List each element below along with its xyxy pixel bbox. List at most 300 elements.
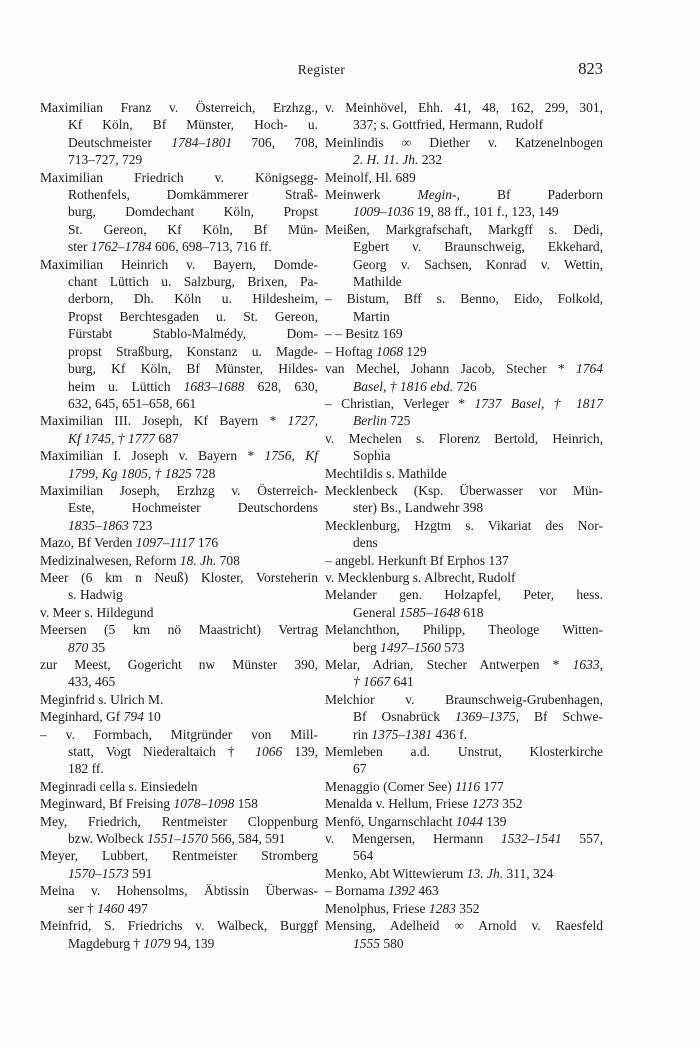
entry-line <box>40 760 318 777</box>
index-entry <box>325 465 603 482</box>
text-segment: 726 <box>453 378 477 394</box>
italic-text: 1764 <box>576 361 603 377</box>
italic-text: 1799, Kg 1805, † 1825 <box>68 465 192 481</box>
text-segment: , Bf Schwe- <box>515 709 603 725</box>
text-segment: Medizinalwesen, Reform <box>40 552 180 568</box>
text-segment: Melander gen. Holzapfel, Peter, hess. <box>325 587 603 603</box>
text-segment: ster <box>68 239 91 255</box>
entry-line <box>325 900 603 917</box>
text-segment: 632, 645, 651–658, 661 <box>68 395 197 411</box>
entry-line <box>40 517 318 534</box>
text-segment: Maximilian Franz v. Österreich, Erzhzg., <box>40 100 318 115</box>
text-segment: 436 f. <box>432 726 467 742</box>
text-segment: 606, 698–713, 716 ff. <box>151 239 272 255</box>
text-segment: bzw. Wolbeck <box>68 831 148 847</box>
entry-line <box>325 203 603 220</box>
entry-line <box>325 325 603 342</box>
italic-text: 1570–1573 <box>68 865 129 881</box>
text-segment: Menaggio (Comer See) <box>325 778 456 794</box>
entry-line <box>325 395 603 412</box>
entry-line <box>40 534 318 551</box>
entry-line <box>325 865 603 882</box>
index-entry <box>325 186 603 221</box>
text-segment: burg, Domdechant Köln, Propst <box>68 204 318 220</box>
text-segment: 176 <box>194 535 219 551</box>
index-entry <box>40 99 318 169</box>
text-segment: Meinwerk <box>325 187 418 203</box>
text-segment: 94, 139 <box>170 935 215 951</box>
text-segment: Meinfrid, S. Friedrichs v. Walbeck, Burggf <box>40 918 318 934</box>
italic-text: 1283 <box>428 900 456 916</box>
entry-line <box>325 308 603 325</box>
index-entry <box>325 743 603 778</box>
text-segment: 19, 88 ff., 101 f., 123, 149 <box>413 204 559 220</box>
text-segment: 352 <box>455 900 480 916</box>
entry-line <box>325 778 603 795</box>
entry-line <box>40 726 318 743</box>
index-entry <box>325 99 603 134</box>
entry-line <box>325 134 603 151</box>
entry-line <box>40 900 318 917</box>
italic-text: Basel, † 1816 ebd. <box>353 378 454 394</box>
italic-text: 1078–1098 <box>173 796 235 812</box>
index-entry <box>40 882 318 917</box>
entry-line <box>40 273 318 290</box>
text-segment: – angebl. Herkunft Bf Erphos 137 <box>325 552 509 568</box>
entry-line <box>40 673 318 690</box>
text-segment: Deutschmeister <box>68 134 172 150</box>
text-segment: Propst Berchtesgaden u. St. Gereon, <box>68 308 318 324</box>
text-segment: Egbert v. Braunschweig, Ekkehard, <box>353 239 603 255</box>
italic-text: 1585–1648 <box>399 604 460 620</box>
index-entry <box>40 917 318 952</box>
index-entry <box>40 604 318 621</box>
text-segment: berg <box>353 639 381 655</box>
italic-text: Kf 1745, † 1777 <box>68 430 156 446</box>
italic-text: 1116 <box>455 778 481 794</box>
text-segment: Meißen, Markgrafschaft, Markgff s. Dedi, <box>325 221 603 237</box>
text-segment: v. Meinhövel, Ehh. 41, 48, 162, 299, 301, <box>325 100 603 115</box>
text-segment: 557, <box>561 831 603 847</box>
text-segment: Magdeburg † <box>68 935 144 951</box>
index-entry <box>40 256 318 413</box>
entry-line <box>40 795 318 812</box>
text-segment: Maximilian Joseph, Erzhzg v. Österreich- <box>40 482 318 498</box>
text-segment: Martin <box>353 308 390 324</box>
index-entry <box>40 482 318 534</box>
page-header <box>40 60 603 80</box>
entry-line <box>325 256 603 273</box>
italic-text: 1375–1381 <box>371 726 433 742</box>
entry-line <box>325 639 603 656</box>
index-entry <box>325 621 603 656</box>
text-segment: rin <box>353 726 372 742</box>
text-segment: 728 <box>191 465 216 481</box>
italic-text: 1392 <box>388 883 415 899</box>
running-head: Register <box>297 62 346 77</box>
text-segment: v. Mechelen s. Florenz Bertold, Heinrich, <box>325 430 603 446</box>
italic-text: 1555 <box>353 935 380 951</box>
text-segment: Bf Osnabrück <box>353 709 455 725</box>
text-segment: 232 <box>418 152 442 168</box>
index-entry <box>40 621 318 656</box>
text-segment: 641 <box>390 674 414 690</box>
italic-text: 18. Jh. <box>179 552 217 568</box>
entry-line <box>40 360 318 377</box>
text-segment: Memleben a.d. Unstrut, Klosterkirche <box>325 744 603 760</box>
text-segment: Meginfrid s. Ulrich M. <box>40 691 164 707</box>
entry-line <box>325 169 603 186</box>
entry-line <box>325 116 603 133</box>
index-entry <box>40 169 318 256</box>
text-segment: Melar, Adrian, Stecher Antwerpen * <box>325 657 573 672</box>
text-segment: 177 <box>480 778 504 794</box>
index-entry <box>40 708 318 725</box>
text-segment: dens <box>353 535 378 551</box>
entry-line <box>325 917 603 934</box>
entry-line <box>40 865 318 882</box>
text-segment: 352 <box>498 796 523 812</box>
text-segment: v. Meer s. Hildegund <box>40 604 154 620</box>
index-entry <box>40 534 318 551</box>
index-entry <box>325 482 603 517</box>
text-segment: Melanchthon, Philipp, Theologe Witten- <box>325 622 603 638</box>
text-segment: – Bistum, Bff s. Benno, Eido, Folkold, <box>325 291 603 307</box>
text-segment: Este, Hochmeister Deutschordens <box>68 500 318 516</box>
entry-line <box>40 743 318 760</box>
index-entry <box>40 656 318 691</box>
italic-text: 1551–1570 <box>147 831 208 847</box>
entry-line <box>40 256 318 273</box>
text-segment: 723 <box>128 517 153 533</box>
text-segment: Sophia <box>353 448 391 464</box>
entry-line <box>325 430 603 447</box>
text-segment: 139 <box>482 813 507 829</box>
text-segment: statt, Vogt Niederaltaich † <box>68 744 256 760</box>
text-segment: 139, <box>282 744 318 760</box>
text-segment: Meersen (5 km nö Maastricht) Vertrag <box>40 622 318 638</box>
entry-line <box>325 673 603 690</box>
italic-text: 1737 Basel, † 1817 <box>474 395 603 411</box>
index-entry <box>40 795 318 812</box>
index-entry <box>325 430 603 465</box>
entry-line <box>325 343 603 360</box>
italic-text: 2. H. 11. Jh. <box>353 152 419 168</box>
italic-text: 13. Jh. <box>466 865 504 881</box>
index-entry <box>325 343 603 360</box>
index-entry <box>40 847 318 882</box>
italic-text: † 1667 <box>353 674 391 690</box>
text-segment: Mazo, Bf Verden <box>40 535 136 551</box>
text-segment: 10 <box>143 709 161 725</box>
text-segment: 591 <box>128 865 153 881</box>
entry-line <box>40 412 318 429</box>
text-segment: Mey, Friedrich, Rentmeister Cloppenburg <box>40 813 318 829</box>
entry-line <box>40 482 318 499</box>
text-segment: – Christian, Verleger * <box>325 395 475 411</box>
entry-line <box>325 482 603 499</box>
entry-line <box>325 621 603 638</box>
index-entry <box>325 865 603 882</box>
page-number: 823 <box>578 59 603 78</box>
italic-text: 1068 <box>376 343 403 359</box>
index-column-right <box>325 99 603 952</box>
text-segment: Mecklenburg, Hzgtm s. Vikariat des Nor- <box>325 517 603 533</box>
entry-line <box>40 847 318 864</box>
entry-line <box>40 378 318 395</box>
entry-line <box>40 395 318 412</box>
text-segment: Mechtildis s. Mathilde <box>325 465 447 481</box>
text-segment: 725 <box>386 413 411 429</box>
entry-line <box>325 552 603 569</box>
text-segment: Meginhard, Gf <box>40 709 124 725</box>
entry-line <box>325 935 603 952</box>
text-segment: St. Gereon, Kf Köln, Bf Mün- <box>68 221 318 237</box>
italic-text: 1369–1375 <box>454 709 516 725</box>
entry-line <box>325 517 603 534</box>
text-segment: Menalda v. Hellum, Friese <box>325 796 472 812</box>
entry-line <box>325 186 603 203</box>
entry-line <box>325 882 603 899</box>
entry-line <box>40 552 318 569</box>
entry-line <box>40 882 318 899</box>
entry-line <box>40 430 318 447</box>
text-segment: Maximilian III. Joseph, Kf Bayern * <box>40 413 288 429</box>
text-segment: ser † <box>68 900 98 916</box>
entry-line <box>325 726 603 743</box>
text-segment: 708 <box>216 552 240 568</box>
text-segment: Menolphus, Friese <box>325 900 429 916</box>
index-entry <box>40 569 318 604</box>
entry-line <box>325 847 603 864</box>
italic-text: 1044 <box>455 813 483 829</box>
entry-line <box>325 378 603 395</box>
text-segment: Mathilde <box>353 274 402 290</box>
entry-line <box>40 447 318 464</box>
entry-line <box>325 465 603 482</box>
entry-line <box>325 795 603 812</box>
text-segment: Meinolf, Hl. 689 <box>325 169 416 185</box>
entry-line <box>40 708 318 725</box>
entry-line <box>40 134 318 151</box>
index-entry <box>325 325 603 342</box>
text-segment: propst Straßburg, Konstanz u. Magde- <box>68 343 318 359</box>
text-segment: Meina v. Hohensolms, Äbtissin Überwas- <box>40 883 318 899</box>
entry-line <box>40 917 318 934</box>
index-entry <box>325 586 603 621</box>
index-entry <box>325 221 603 291</box>
entry-line <box>325 273 603 290</box>
entry-line <box>325 221 603 238</box>
text-segment: v. Mecklenburg s. Albrecht, Rudolf <box>325 569 516 585</box>
italic-text: 1756, Kf <box>264 448 319 464</box>
entry-line <box>40 586 318 603</box>
entry-line <box>40 343 318 360</box>
index-entry <box>325 830 603 865</box>
italic-text: Megin- <box>417 187 457 203</box>
entry-line <box>40 499 318 516</box>
text-segment: Mecklenbeck (Ksp. Überwasser vor Mün- <box>325 482 603 498</box>
text-segment: 129 <box>403 343 427 359</box>
text-segment: Georg v. Sachsen, Konrad v. Wettin, <box>353 256 603 272</box>
entry-line <box>325 99 603 116</box>
text-segment: – – Besitz 169 <box>325 326 403 342</box>
italic-text: 1727, <box>287 413 318 429</box>
text-segment: 311, 324 <box>503 865 554 881</box>
entry-line <box>40 99 318 116</box>
text-segment: 182 ff. <box>68 761 104 777</box>
text-segment: 463 <box>415 883 439 899</box>
italic-text: Berlin <box>353 413 387 429</box>
text-segment: chant Lüttich u. Salzburg, Brixen, Pa- <box>68 274 318 290</box>
text-segment: van Mechel, Johann Jacob, Stecher * <box>325 361 576 377</box>
index-entry <box>325 552 603 569</box>
entry-line <box>325 534 603 551</box>
index-entry <box>325 569 603 586</box>
index-entry <box>40 813 318 848</box>
index-entry <box>325 360 603 395</box>
index-entry <box>40 778 318 795</box>
entry-line <box>325 813 603 830</box>
text-segment: 433, 465 <box>68 674 116 690</box>
index-entry <box>325 517 603 552</box>
italic-text: 1273 <box>471 796 499 812</box>
text-segment: Melchior v. Braunschweig-Grubenhagen, <box>325 691 603 707</box>
entry-line <box>325 569 603 586</box>
entry-line <box>40 151 318 168</box>
text-segment: v. Mengersen, Hermann <box>325 831 501 847</box>
entry-line <box>325 290 603 307</box>
index-entry <box>325 795 603 812</box>
text-segment: – Hoftag <box>325 343 376 359</box>
entry-line <box>40 813 318 830</box>
text-segment: 573 <box>440 639 465 655</box>
text-segment: derborn, Dh. Köln u. Hildesheim, <box>68 291 318 307</box>
text-segment: – v. Formbach, Mitgründer von Mill- <box>40 726 318 742</box>
italic-text: 1497–1560 <box>380 639 441 655</box>
text-segment: 566, 584, 591 <box>207 831 286 847</box>
text-segment: 35 <box>88 639 106 655</box>
entry-line <box>40 308 318 325</box>
entry-line <box>40 325 318 342</box>
entry-line <box>40 935 318 952</box>
text-segment: ster) Bs., Landwehr 398 <box>353 500 484 516</box>
entry-line <box>40 604 318 621</box>
entry-line <box>325 604 603 621</box>
text-segment: heim u. Lüttich <box>68 378 184 394</box>
index-entry <box>40 552 318 569</box>
entry-line <box>325 412 603 429</box>
text-segment: Kf Köln, Bf Münster, Hoch- u. <box>68 117 318 133</box>
italic-text: 1762–1784 <box>90 239 152 255</box>
text-segment: Meginradi cella s. Einsiedeln <box>40 778 198 794</box>
entry-line <box>40 830 318 847</box>
entry-line <box>325 708 603 725</box>
text-segment: 337; s. Gottfried, Hermann, Rudolf <box>353 117 544 133</box>
italic-text: 1683–1688 <box>183 378 245 394</box>
text-segment: Maximilian Friedrich v. Königsegg- <box>40 169 318 185</box>
entry-line <box>40 221 318 238</box>
text-segment: 687 <box>155 430 179 446</box>
entry-line <box>40 203 318 220</box>
entry-line <box>40 465 318 482</box>
text-segment: s. Hadwig <box>68 587 123 603</box>
italic-text: 1079 <box>143 935 171 951</box>
text-segment: 628, 630, <box>244 378 319 394</box>
entry-line <box>325 499 603 516</box>
text-segment: Fürstabt Stablo-Malmédy, Dom- <box>68 326 318 342</box>
text-segment: zur Meest, Gogericht nw Münster 390, <box>40 657 318 672</box>
text-segment: Meinlindis ∞ Diether v. Katzenelnbogen <box>325 134 603 150</box>
index-entry <box>325 813 603 830</box>
italic-text: 794 <box>123 709 144 725</box>
text-segment: – Bornama <box>325 883 388 899</box>
entry-line <box>40 569 318 586</box>
entry-line <box>40 186 318 203</box>
text-segment: 564 <box>353 848 374 864</box>
entry-line <box>325 691 603 708</box>
entry-line <box>325 656 603 673</box>
index-entry <box>325 917 603 952</box>
entry-line <box>325 151 603 168</box>
italic-text: 1460 <box>97 900 125 916</box>
entry-line <box>325 830 603 847</box>
text-segment: General <box>353 604 400 620</box>
entry-line <box>325 586 603 603</box>
text-segment: 580 <box>380 935 404 951</box>
italic-text: 1009–1036 <box>353 204 414 220</box>
index-entry <box>325 656 603 691</box>
index-entry <box>325 395 603 430</box>
entry-line <box>40 290 318 307</box>
index-entry <box>325 778 603 795</box>
index-entry <box>40 726 318 778</box>
entry-line <box>40 621 318 638</box>
entry-line <box>40 691 318 708</box>
italic-text: 1097–1117 <box>135 535 195 551</box>
index-entry <box>325 169 603 186</box>
entry-line <box>325 238 603 255</box>
index-entry <box>325 691 603 743</box>
text-segment: 713–727, 729 <box>68 152 143 168</box>
text-segment: Maximilian Heinrich v. Bayern, Domde- <box>40 256 318 272</box>
index-entry <box>325 882 603 899</box>
entry-line <box>325 760 603 777</box>
text-segment: Maximilian I. Joseph v. Bayern * <box>40 448 265 464</box>
entry-line <box>40 778 318 795</box>
text-segment: , Bf Paderborn <box>456 187 604 203</box>
text-segment: Meginward, Bf Freising <box>40 796 174 812</box>
text-segment: Rothenfels, Domkämmerer Straß- <box>68 187 318 203</box>
italic-text: 1066 <box>255 744 283 760</box>
entry-line <box>325 743 603 760</box>
italic-text: 1633, <box>572 657 603 672</box>
index-entry <box>40 691 318 708</box>
index-entry <box>325 290 603 325</box>
text-segment: 67 <box>353 761 367 777</box>
index-body <box>40 99 603 952</box>
index-entry <box>40 447 318 482</box>
text-segment: 158 <box>234 796 258 812</box>
italic-text: 1532–1541 <box>500 831 562 847</box>
entry-line <box>325 360 603 377</box>
entry-line <box>40 656 318 673</box>
index-entry <box>325 900 603 917</box>
text-segment: Mensing, Adelheid ∞ Arnold v. Raesfeld <box>325 918 603 934</box>
index-entry <box>40 412 318 447</box>
text-segment: Meyer, Lubbert, Rentmeister Stromberg <box>40 848 318 864</box>
text-segment: burg, Kf Köln, Bf Münster, Hildes- <box>68 361 318 377</box>
